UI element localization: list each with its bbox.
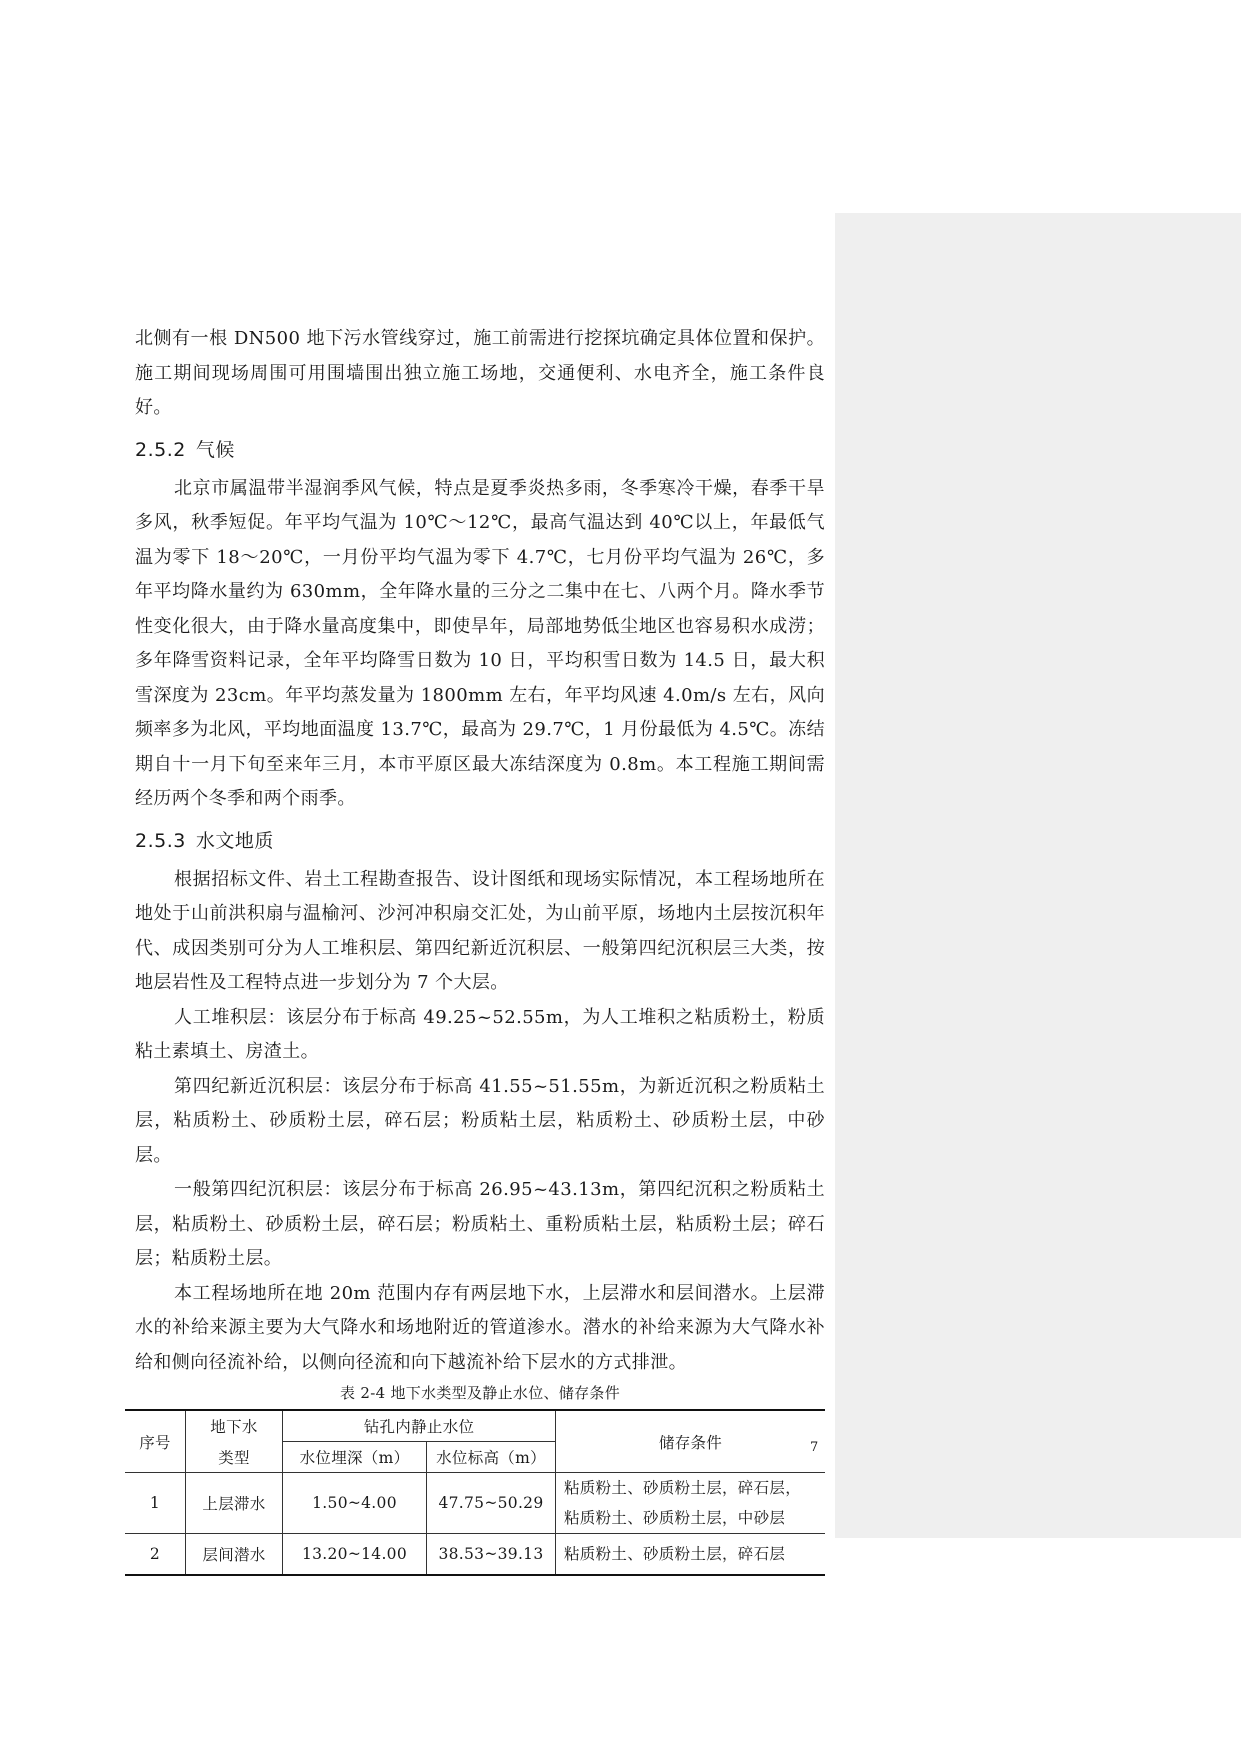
cell-no: 1 <box>125 1473 186 1534</box>
groundwater-table <box>125 1409 825 1576</box>
hydro-paragraph-2: 人工堆积层：该层分布于标高 49.25~52.55m，为人工堆积之粘质粉土，粉质粘土素填土、房渣土。 <box>135 1006 825 1062</box>
section-heading-climate <box>135 432 825 468</box>
cell-type: 层间潜水 <box>186 1534 283 1576</box>
section-number: 2.5.2 <box>135 438 186 461</box>
hydro-paragraph-4: 一般第四纪沉积层：该层分布于标高 26.95~43.13m，第四纪沉积之粉质粘土层，粘质粉土、砂质粉土层，碎石层；粉质粘土、重粉质粘土层，粘质粉土层；碎石层；粘质粉土层。 <box>135 1179 825 1269</box>
header-elevation: 水位标高（m） <box>427 1442 556 1473</box>
cell-no: 2 <box>125 1534 186 1576</box>
header-storage: 储存条件 <box>556 1410 826 1473</box>
cell-elevation: 47.75~50.29 <box>427 1473 556 1534</box>
table-row <box>125 1473 825 1534</box>
header-type-line1: 地下水 <box>186 1410 283 1442</box>
header-no: 序号 <box>125 1410 186 1473</box>
hydro-paragraph-5: 本工程场地所在地 20m 范围内存有两层地下水，上层滞水和层间潜水。上层滞水的补给来源主要为大气降水和场地附近的管道渗水。潜水的补给来源为大气降水补给和侧向径流补给，以侧向径流和向下越流补给下层水的方式排泄。 <box>135 1282 825 1373</box>
page-number: 7 <box>810 1440 819 1455</box>
intro-paragraph: 北侧有一根 DN500 地下污水管线穿过，施工前需进行挖探坑确定具体位置和保护。施工期间现场周围可用围墙围出独立施工场地，交通便利、水电齐全，施工条件良好。 <box>135 328 825 418</box>
cell-elevation: 38.53~39.13 <box>427 1534 556 1576</box>
header-level-group: 钻孔内静止水位 <box>283 1410 556 1442</box>
section-title: 气候 <box>195 438 235 461</box>
section-number: 2.5.3 <box>135 829 186 852</box>
section-title: 水文地质 <box>195 829 274 852</box>
header-type-line2: 类型 <box>186 1442 283 1473</box>
cell-depth: 13.20~14.00 <box>283 1534 427 1576</box>
header-depth: 水位埋深（m） <box>283 1442 427 1473</box>
table-caption: 表 2-4 地下水类型及静止水位、储存条件 <box>340 1384 620 1402</box>
storage-line: 粘质粉土、砂质粉土层，碎石层， <box>564 1479 802 1497</box>
table-row <box>125 1534 825 1576</box>
cell-depth: 1.50~4.00 <box>283 1473 427 1534</box>
cell-storage <box>556 1473 826 1534</box>
storage-line: 粘质粉土、砂质粉土层，中砂层 <box>564 1509 786 1527</box>
cell-storage <box>556 1534 826 1576</box>
cell-type: 上层滞水 <box>186 1473 283 1534</box>
climate-paragraph: 北京市属温带半湿润季风气候，特点是夏季炎热多雨，冬季寒冷干燥，春季干旱多风，秋季短促。年平均气温为 10℃～12℃，最高气温达到 40℃以上，年最低气温为零下 18～20℃，一月份平均气温为零下 4.7℃，七月份平均气温为 26℃，多年平均降水量约为 630mm，全年降水量的三分之二集中在七、八两个月。降水季节性变化很大，由于降水量高度集中，即使旱年，局部地势低尘地区也容易积水成涝；多年降雪资料记录，全年平均降雪日数为 10 日，平均积雪日数为 14.5 日，最大积雪深度为 23cm。年平均蒸发量为 1800mm 左右，年平均风速 4.0m/s 左右，风向频率多为北风，平均地面温度 13.7℃，最高为 29.7℃，1 月份最低为 4.5℃。冻结期自十一月下旬至来年三月，本市平原区最大冻结深度为 0.8m。本工程施工期间需经历两个冬季和两个雨季。 <box>135 477 825 809</box>
section-heading-hydrogeology <box>135 823 825 859</box>
storage-line: 粘质粉土、砂质粉土层，碎石层 <box>564 1545 786 1563</box>
hydro-paragraph-3: 第四纪新近沉积层：该层分布于标高 41.55~51.55m，为新近沉积之粉质粘土层，粘质粉土、砂质粉土层，碎石层；粉质粘土层，粘质粉土、砂质粉土层，中砂层。 <box>135 1075 825 1166</box>
page-body <box>135 322 825 1576</box>
hydro-paragraph-1: 根据招标文件、岩土工程勘查报告、设计图纸和现场实际情况，本工程场地所在地处于山前洪积扇与温榆河、沙河冲积扇交汇处，为山前平原，场地内土层按沉积年代、成因类别可分为人工堆积层、第四纪新近沉积层、一般第四纪沉积层三大类，按地层岩性及工程特点进一步划分为 7 个大层。 <box>135 868 825 993</box>
table-header-row <box>125 1410 825 1442</box>
comment-margin-pane <box>835 213 1241 1538</box>
